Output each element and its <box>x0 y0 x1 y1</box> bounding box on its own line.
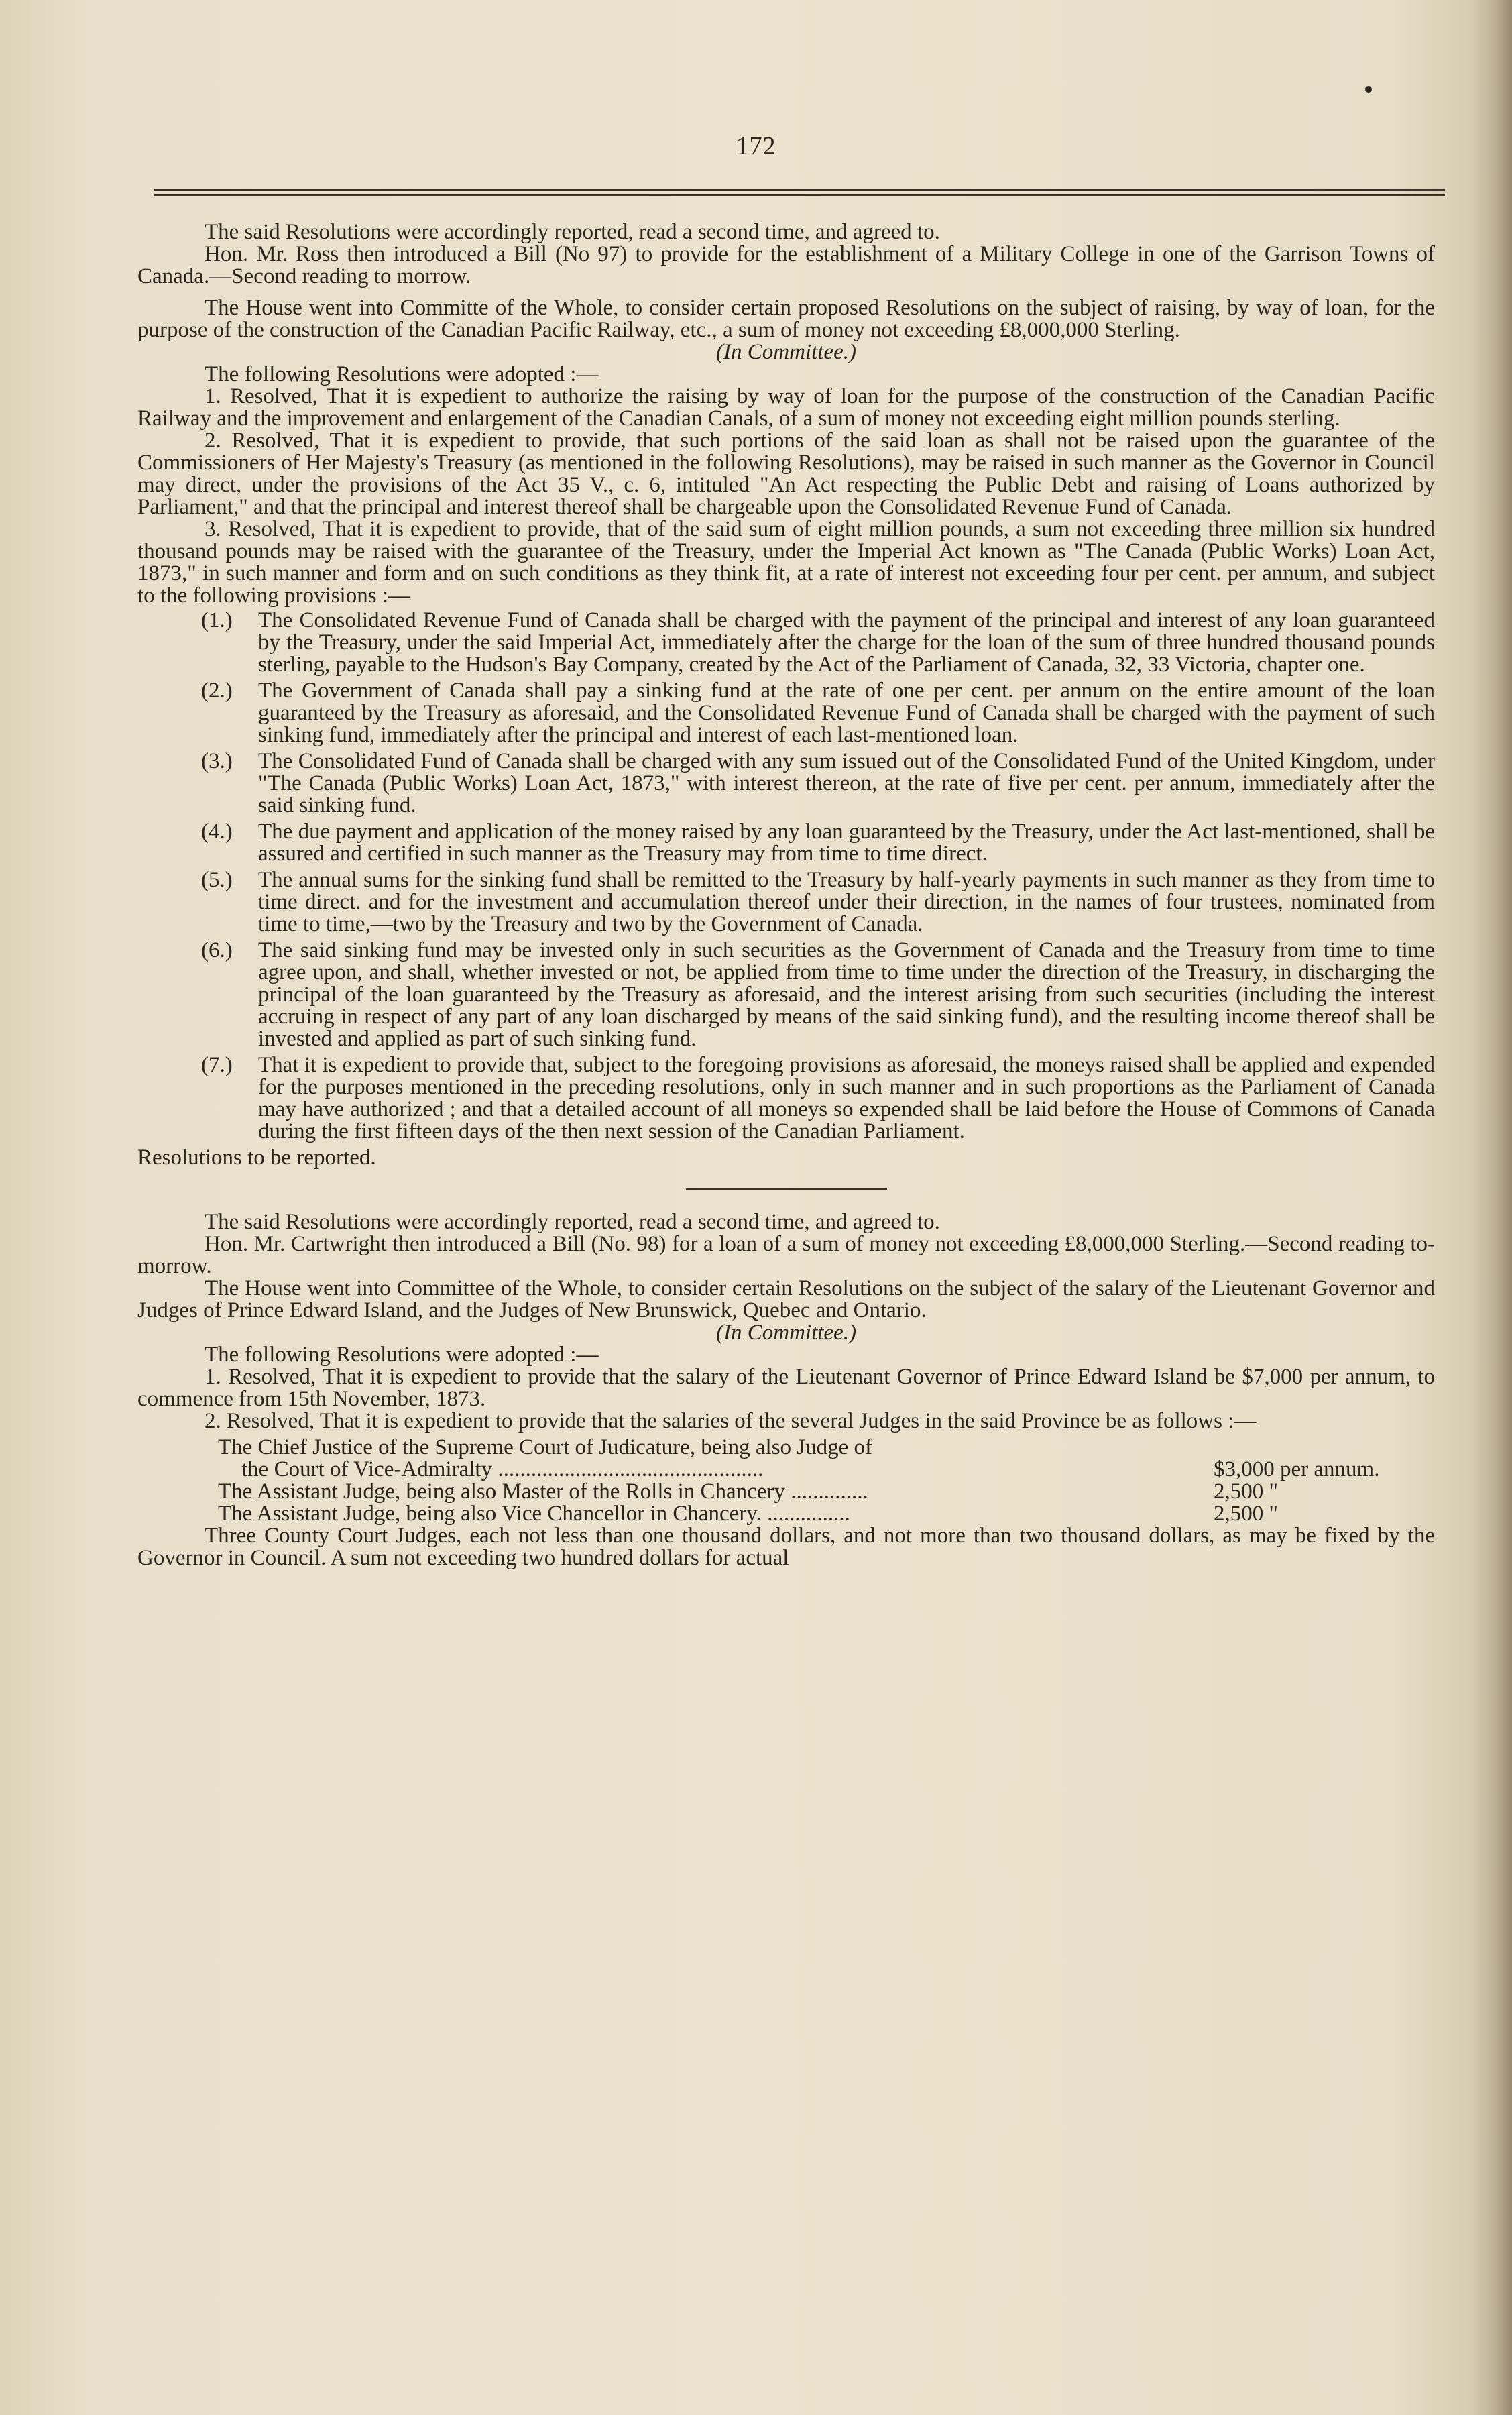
paragraph: Hon. Mr. Cartwright then introduced a Bill (No. 98) for a loan of a sum of money not exceeding £8,000,000 Sterling.—Second reading to-morrow. <box>137 1232 1435 1278</box>
list-item: (7.) That it is expedient to provide that, subject to the foregoing provisions as aforesaid, the moneys raised shall be applied and expended for the purposes mentioned in the preceding resolutions, only in such manner and in such proportions as the Parliament of Canada may have authorized ; and that a detailed account of all moneys so expended shall be laid before the House of Commons of Canada during the first fifteen days of the then next session of the Canadian Parliament. <box>201 1053 1435 1143</box>
paragraph: The said Resolutions were accordingly reported, read a second time, and agreed to. <box>205 1210 940 1234</box>
paragraph: Hon. Mr. Ross then introduced a Bill (No 97) to provide for the establishment of a Military College in one of the Garrison Towns of Canada.—Second reading to morrow. <box>137 242 1435 288</box>
resolution: 2. Resolved, That it is expedient to provide, that such portions of the said loan as shall not be raised upon the guarantee of the Commissioners of Her Majesty's Treasury (as mentioned in the following Resolutions), may be raised in such manner as the Governor in Council may direct, under the provisions of the Act 35 V., c. 6, intituled "An Act respecting the Public Debt and raising of Loans authorized by Parliament," and that the principal and interest thereof shall be chargeable upon the Consolidated Revenue Fund of Canada. <box>137 429 1435 519</box>
schedule-row: The Assistant Judge, being also Master of the Rolls in Chancery .............. 2,500 " <box>218 1479 1278 1504</box>
resolution: 2. Resolved, That it is expedient to provide that the salaries of the several Judges in the said Province be as follows :— <box>205 1409 1257 1433</box>
paragraph: Resolutions to be reported. <box>137 1145 376 1170</box>
ink-dot <box>1365 86 1372 93</box>
salary-schedule <box>137 1437 1435 1525</box>
schedule-row: The Chief Justice of the Supreme Court of Judicature, being also Judge of <box>218 1435 873 1459</box>
page-number: 172 <box>736 132 776 160</box>
list-item: (5.) The annual sums for the sinking fund shall be remitted to the Treasury by half-yearly payments in such manner as they from time to time direct. and for the investment and accumulation thereof under their direction, in the names of four trustees, nominated from time to time,—two by the Treasury and two by the Government of Canada. <box>201 868 1435 936</box>
list-item: (1.) The Consolidated Revenue Fund of Canada shall be charged with the payment of the principal and interest of any loan guaranteed by the Treasury, under the said Imperial Act, immediately after the charge for the loan of the sum of three hundred thousand pounds sterling, payable to the Hudson's Bay Company, created by the Act of the Parliament of Canada, 32, 33 Victoria, chapter one. <box>201 608 1435 677</box>
schedule-row: The Assistant Judge, being also Vice Chancellor in Chancery. ............... 2,500 " <box>218 1502 1278 1526</box>
resolution: 3. Resolved, That it is expedient to provide, that of the said sum of eight million pounds, a sum not exceeding three million six hundred thousand pounds may be raised with the guarantee of the Treasury, under the Imperial Act known as "The Canada (Public Works) Loan Act, 1873," in such manner and form and on such conditions as they think fit, at a rate of interest not exceeding four per cent. per annum, and subject to the following provisions :— <box>137 517 1435 608</box>
page-body <box>137 221 1435 1569</box>
committee-heading: (In Committee.) <box>716 1321 856 1345</box>
section-divider <box>686 1188 887 1190</box>
paragraph: Three County Court Judges, each not less than one thousand dollars, and not more than two thousand dollars, as may be fixed by the Governor in Council. A sum not exceeding two hundred dollars for actual <box>137 1524 1435 1570</box>
paragraph: The said Resolutions were accordingly reported, read a second time, and agreed to. <box>205 220 940 244</box>
list-item: (3.) The Consolidated Fund of Canada shall be charged with any sum issued out of the Consolidated Fund of the United Kingdom, under "The Canada (Public Works) Loan Act, 1873," with interest thereon, at the rate of five per cent. per annum, immediately after the said sinking fund. <box>201 749 1435 818</box>
list-item: (6.) The said sinking fund may be invested only in such securities as the Government of Canada and the Treasury from time to time agree upon, and shall, whether invested or not, be applied from time to time under the direction of the Treasury, in discharging the principal of the loan guaranteed by the Treasury as aforesaid, and the interest arising from such securities (including the interest accruing in respect of any part of any loan discharged by means of the said sinking fund), and the resulting income thereof shall be invested and applied as part of such sinking fund. <box>201 938 1435 1051</box>
list-item: (4.) The due payment and application of the money raised by any loan guaranteed by the Treasury, under the Act last-mentioned, shall be assured and certified in such manner as the Treasury may from time to time direct. <box>201 820 1435 866</box>
paragraph: The House went into Committee of the Whole, to consider certain Resolutions on the subject of the salary of the Lieutenant Governor and Judges of Prince Edward Island, and the Judges of New Brunswick, Quebec and Ontario. <box>137 1276 1435 1323</box>
book-spine-shadow <box>1472 0 1512 2415</box>
resolution: 1. Resolved, That it is expedient to authorize the raising by way of loan for the purpose of the construction of the Canadian Pacific Railway and the improvement and enlargement of the Canadian Canals, of a sum of money not exceeding eight million pounds sterling. <box>137 384 1435 431</box>
resolution: 1. Resolved, That it is expedient to provide that the salary of the Lieutenant Governor of Prince Edward Island be $7,000 per annum, to commence from 15th November, 1873. <box>137 1365 1435 1411</box>
paragraph: The following Resolutions were adopted :— <box>205 362 599 386</box>
paragraph: The following Resolutions were adopted :— <box>205 1343 599 1367</box>
paragraph: The House went into Committe of the Whole, to consider certain proposed Resolutions on the subject of raising, by way of loan, for the purpose of the construction of the Canadian Pacific Railway, etc., a sum of money not exceeding £8,000,000 Sterling. <box>137 296 1435 342</box>
schedule-row: the Court of Vice-Admiralty ................................................ $3,000 per annum. <box>241 1457 1380 1481</box>
committee-heading: (In Committee.) <box>716 340 856 364</box>
list-item: (2.) The Government of Canada shall pay a sinking fund at the rate of one per cent. per annum on the entire amount of the loan guaranteed by the Treasury as aforesaid, and the Consolidated Revenue Fund of Canada shall be charged with the payment of such sinking fund, immediately after the principal and interest of each last-mentioned loan. <box>201 679 1435 747</box>
provisions-list <box>137 610 1435 1143</box>
header-double-rule <box>154 189 1445 200</box>
